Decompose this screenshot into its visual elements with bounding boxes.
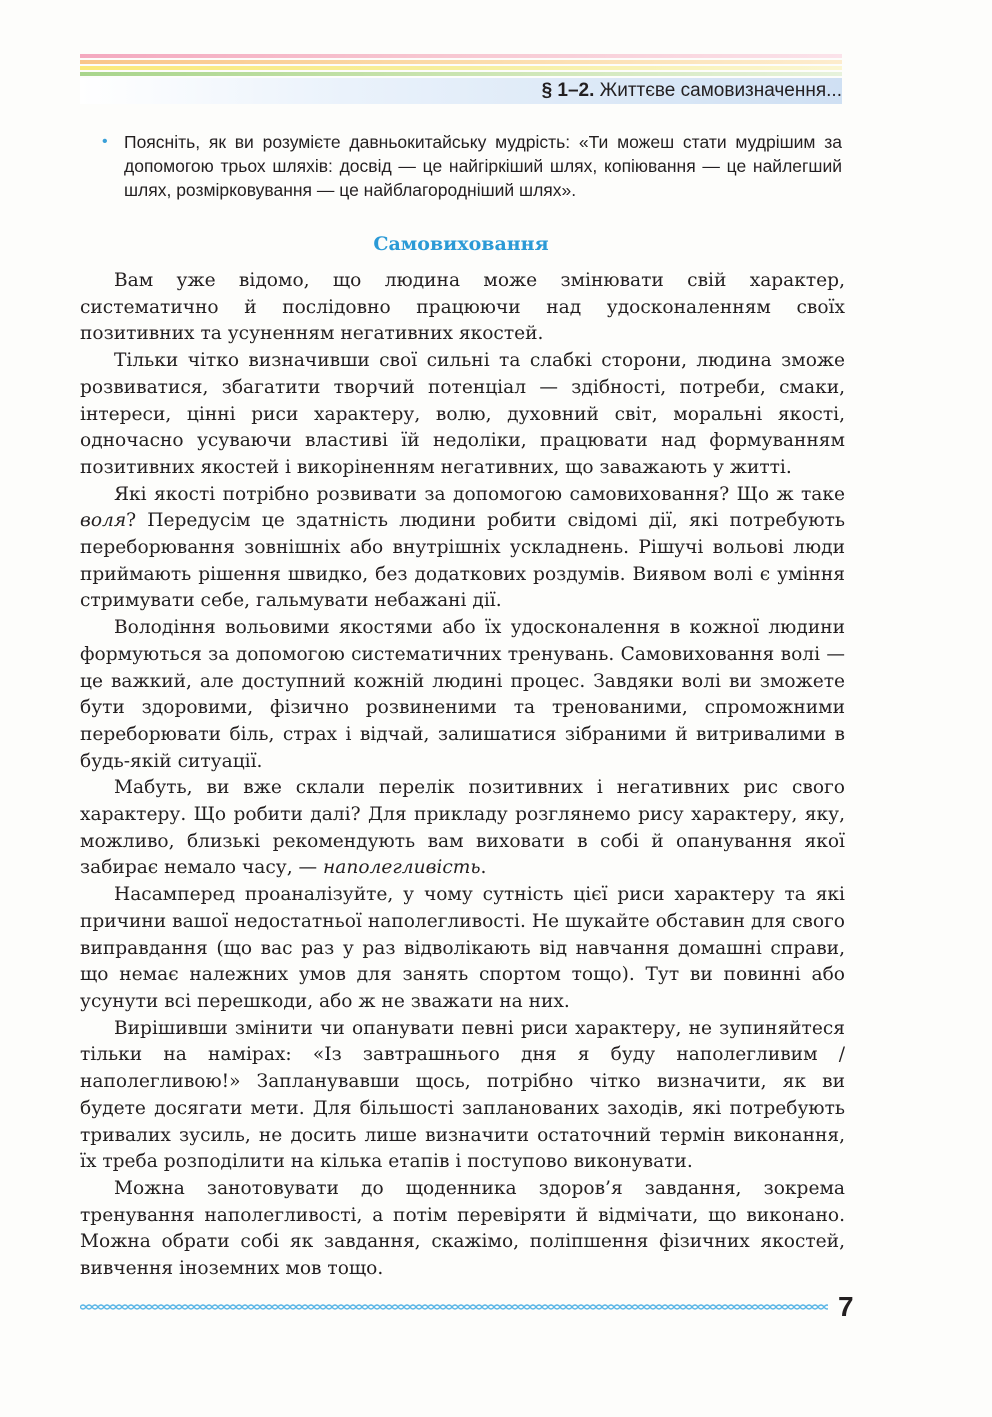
header-color-bands [80, 54, 842, 78]
page-number: 7 [838, 1291, 854, 1322]
paragraph-3 [80, 482, 845, 616]
body-text [80, 268, 845, 1283]
green-band [80, 72, 842, 76]
task-bullet [102, 130, 842, 202]
orange-band [80, 60, 842, 64]
section-heading: Самовиховання [373, 233, 549, 255]
section-number: § 1–2. [541, 80, 595, 101]
paragraph-6: Насамперед проаналізуйте, у чому сутність цієї риси характеру та які причини вашої недостатньої наполегливості. Не шукайте обставин для свого виправдання (що вас раз у раз відволікають від навчання домашні справи, що немає належних умов для занять спортом тощо). Тут ви повинні або усунути всі перешкоди, або ж не зважати на них. [80, 884, 845, 1012]
pink-band [80, 54, 842, 58]
paragraph-3-part-a: Які якості потрібно розвивати за допомогою самовиховання? Що ж таке [114, 483, 845, 505]
paragraph-5 [80, 775, 845, 882]
paragraph-7: Вирішивши змінити чи опанувати певні риси характеру, не зупиняйтеся тільки на намірах: «Із завтрашнього дня я буду наполегливим / наполегливою!» Запланувавши щось, потрібно чітко визначити, як ви будете досягати мети. Для більшості запланованих заходів, які потребують тривалих зусиль, не досить лише визначити остаточний термін виконання, їх треба розподілити на кілька етапів і поступово виконувати. [80, 1017, 845, 1173]
yellow-band [80, 66, 842, 70]
paragraph-4: Володіння вольовими якостями або їх удосконалення в кожної людини формуються за допомогою систематичних тренувань. Самовиховання волі — це важкий, але доступний кожній людині процес. Завдяки волі ви зможете бути здоровими, фізично розвиненими та тренованими, спроможними переборювати біль, страх і відчай, залишатися зібраними й витривалими в будь-якій ситуації. [80, 617, 845, 772]
bullet-icon: • [102, 133, 108, 150]
section-title: Життєве самовизначення... [599, 80, 842, 101]
running-head [542, 78, 842, 104]
paragraph-1: Вам уже відомо, що людина може змінювати свій характер, систематично й послідовно працюючи над удосконаленням своїх позитивних та усуненням негативних якостей. [80, 270, 845, 345]
paragraph-2: Тільки чітко визначивши свої сильні та слабкі сторони, людина зможе розвиватися, збагатити творчий потенціал — здібності, потреби, смаки, інтереси, цінні риси характеру, волю, духовний світ, моральні якості, одночасно усуваючи властиві їй недоліки, працювати над формуванням позитивних якостей і викоріненням негативних, що заважають у житті. [80, 350, 845, 478]
paragraph-5-part-b: . [480, 857, 487, 879]
paragraph-5-part-a: Мабуть, ви вже склали перелік позитивних і негативних рис свого характеру. Що робити далі? Для прикладу розглянемо рису характеру, яку, можливо, близькі рекомендують вам виховати в собі й опанування якої забирає немало часу, — [80, 777, 845, 879]
footer-wave-ornament [80, 1297, 828, 1317]
paragraph-3-part-b: ? Передусім це здатність людини робити свідомі дії, які потребують переборювання зовнішніх або внутрішніх ускладнень. Рішучі вольові люди приймають рішення швидко, без додаткових роздумів. Виявом волі є уміння стримувати себе, гальмувати небажані дії. [80, 510, 845, 612]
task-text: Поясніть, як ви розумієте давньокитайську мудрість: «Ти можеш стати мудрішим за допомогою трьох шляхів: досвід — це найгіркіший шлях, копіювання — це найлегший шлях, розмірковування — це найблагородніший шлях». [124, 132, 842, 200]
term-will: воля [80, 510, 127, 532]
term-persistence: наполегливість [323, 857, 481, 879]
paragraph-8: Можна занотовувати до щоденника здоров’я завдання, зокрема тренування наполегливості, а потім перевіряти й відмічати, що виконано. Можна обрати собі як завдання, скажімо, поліпшення фізичних якостей, вивчення іноземних мов тощо. [80, 1177, 845, 1280]
